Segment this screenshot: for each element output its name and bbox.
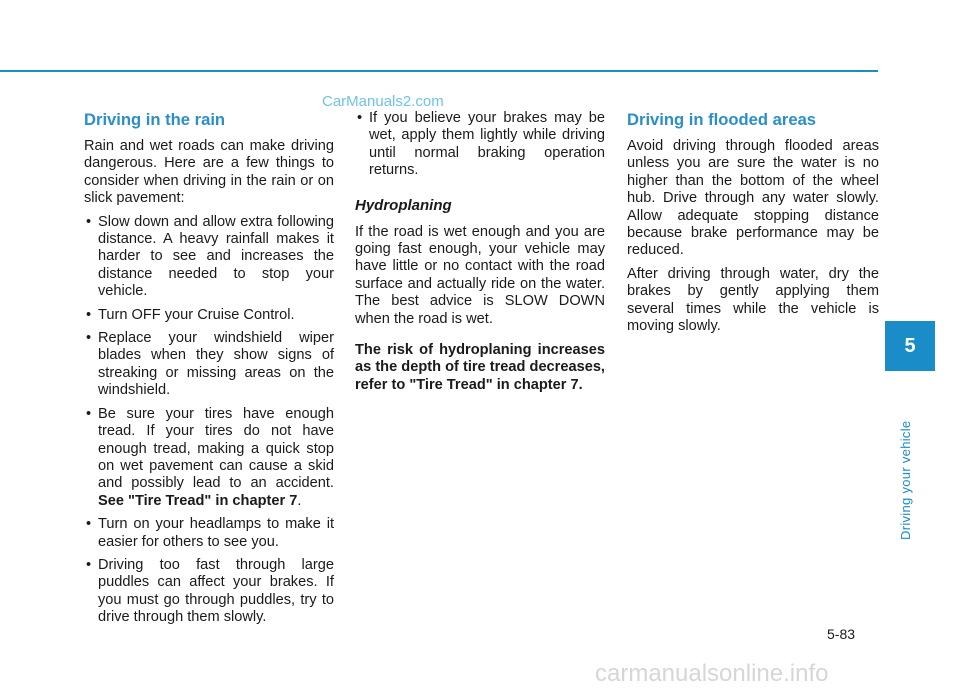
header-rule [0,70,878,72]
flood-paragraph-2: After driving through water, dry the brakes by gently applying them several times while the vehicle is moving slowly. [627,265,879,335]
tire-tread-reference: See "Tire Tread" in chapter 7 [98,492,298,509]
tire-tread-text: Be sure your tires have enough tread. If your tires do not have enough tread, making a quick stop on wet pavement can cause a skid and possibly lead to an accident. [98,405,334,492]
hydroplaning-body: If the road is wet enough and you are going fast enough, your vehicle may have little or no contact with the road surface and actually ride on the water. The best advice is SLOW DOWN when the road is wet. [355,223,605,327]
list-item: • Turn on your headlamps to make it easier for others to see you. [84,516,334,551]
section-title-rain: Driving in the rain [84,110,226,129]
watermark: CarManuals2.com [322,93,444,110]
tire-tread-reference-period: . [297,492,302,509]
section-title-flood: Driving in flooded areas [627,110,817,129]
list-item [84,406,334,510]
section-title-hydroplaning: Hydroplaning [355,196,452,214]
rain-bullet-list-continued [355,110,605,180]
chapter-number: 5 [904,334,916,357]
hydroplaning-warning: The risk of hydroplaning increases as the depth of tire tread decreases, refer to "Tire Tread" in chapter 7. [355,342,605,393]
rain-intro: Rain and wet roads can make driving dangerous. Here are a few things to consider when driving in the rain or on slick pavement: [84,138,334,207]
column-1 [84,110,334,633]
list-item: • Turn OFF your Cruise Control. [84,307,334,324]
chapter-label: Driving your vehicle [898,420,913,540]
rain-bullet-list [84,214,334,627]
column-3 [627,110,879,341]
list-item: • Slow down and allow extra following distance. A heavy rainfall makes it harder to see and increases the distance needed to stop your vehicle. [84,214,334,301]
column-2 [355,110,605,400]
flood-paragraph-1: Avoid driving through flooded areas unless you are sure the water is no higher than the bottom of the wheel hub. Drive through any water slowly. Allow adequate stopping distance because brake performance may be reduced. [627,138,879,259]
footer-watermark: carmanualsonline.info [595,660,829,687]
page-number: 5-83 [827,626,856,642]
list-item: • Driving too fast through large puddles can affect your brakes. If you must go through puddles, try to drive through them slowly. [84,557,334,627]
chapter-tab [885,321,935,371]
list-item: • Replace your windshield wiper blades when they show signs of streaking or missing areas on the windshield. [84,330,334,400]
list-item: • If you believe your brakes may be wet, apply them lightly while driving until normal braking operation returns. [355,110,605,180]
